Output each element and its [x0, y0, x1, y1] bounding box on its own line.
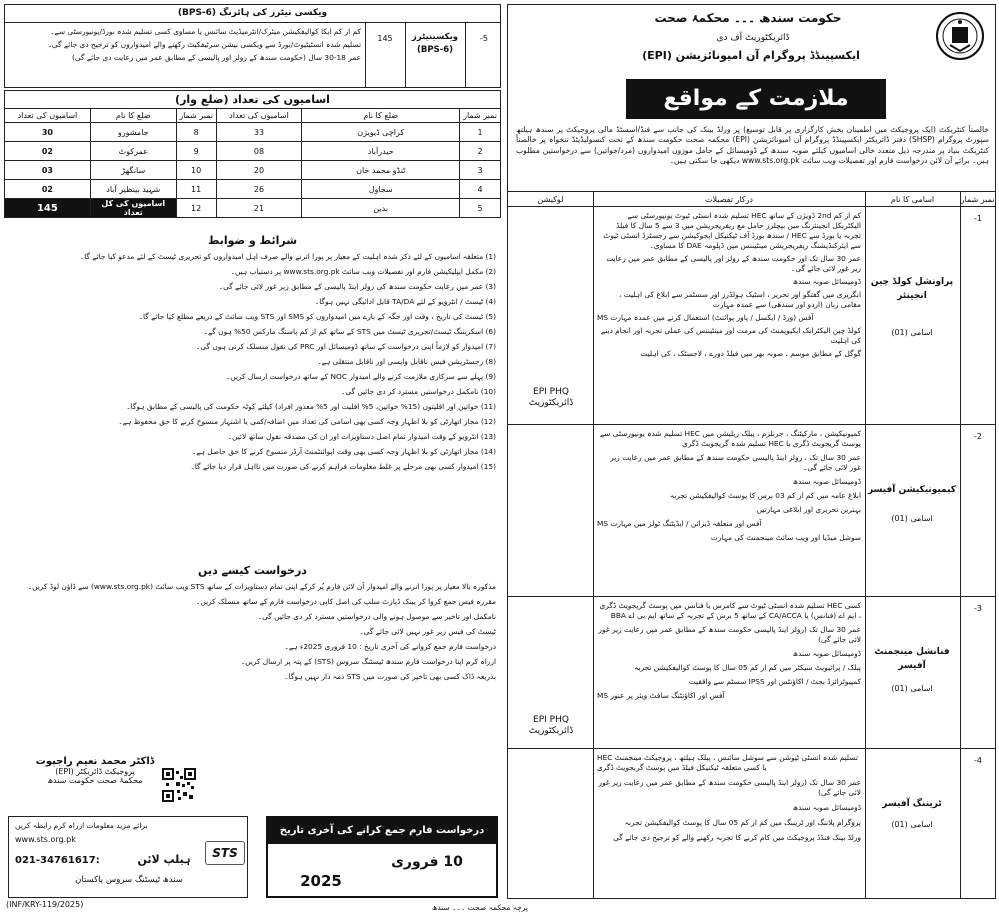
- left-panel: [4, 4, 501, 890]
- epi-title: ایکسپینڈڈ پروگرام آن امیونائزیشن (EPI): [642, 49, 860, 62]
- header-detail: درکار تفصیلات: [704, 195, 753, 204]
- district-table: اسامیوں کی تعداد ضلع کا نام نمبر شمار اسامیوں کی تعداد ضلع کا نام نمبر شمار 30 جامشورو 8 33 کراچی ڈیویژن 1 02 عمرکوٹ 9 08 حیدرآباد 2 03 سانگھڑ 10 20 ٹنڈو محمد خان 3 02 شہید بینظیر آباد 11 26 سجاول 4 145 اسامیوں کی کل تعداد 12 21 بدین 5: [4, 108, 501, 218]
- contact-website[interactable]: www.sts.org.pk: [15, 835, 76, 844]
- post-details: کم از کم 2nd ڈویژن کے ساتھ HEC تسلیم شدہ انسٹی ٹیوٹ یونیورسٹی سے الیکٹریکل انجینئرنگ میں بیچلرز حامل مع ریفریجریشن میں 3 سے 5 سال کا فیلڈ تجربہ یا بورڈ سے HEC / سندھ بورڈ آف ٹیکنیکل ایجوکیشن سے رجسٹرڈ انسٹی ٹیوٹ سے ایئرکنڈیشنگ ریفریجریشن مینٹیننس میں ڈپلومہ DAE کا مساوی۔ عمر 30 سال تک اور حکومت سندھ کے رولز اور پالیسی کے مطابق عمر میں رعایت زیر غور لائی جائے گی۔ ڈومیسائل صوبہ سندھ انگریزی میں گفتگو اور تحریر ، اسٹیک ہولڈرز اور سسٹمز سے ابلاغ کی اہلیت ، مقامی زبان (اردو اور سندھی) سے عمدہ مہارت MS آفس (ورڈ / ایکسل / پاور پوائنٹ) استعمال کرنے میں عمدہ مہارت کولڈ چین الیکٹرانک ایکیوپمنٹ کی مرمت اور مینٹیننس کی عملی تجربہ اور انجام دینے کی اہلیت گوگل کے مطابق موسم ، صوبہ بھر میں فیلڈ دورے ، لاجسٹک ، کی اہلیت: [597, 211, 861, 358]
- vaccinator-no: -5: [480, 34, 488, 43]
- district-title: اسامیوں کی تعداد (ضلع وار): [4, 90, 501, 108]
- list-item: (15) امیدوار کسی بھی مرحلے پر غلط معلومات فراہم کرنے کی صورت میں نااہل قرار دیا جائے گا۔: [190, 462, 496, 471]
- list-item: نامکمل اور تاخیر سے موصول ہونے والی درخواستیں مسترد کر دی جائیں گی۔: [257, 612, 496, 621]
- list-item: (1) متعلقہ اسامیوں کے لئے ذکر شدہ اہلیت کے معیار پر پورا اترنے والے صرف اہل امیدواروں کو تحریری ٹیسٹ کے لئے مدعو کیا جائے گا۔: [79, 252, 496, 261]
- vaccinator-title: ویکسی نیٹرز کی ہائرنگ (BPS-6): [4, 4, 501, 22]
- list-item: (6) اسکریننگ ٹیسٹ/تحریری ٹیسٹ میں STS کے ساتھ کم از کم پاسنگ مارکس 50% ہوں گے۔: [203, 327, 496, 336]
- post-count: اسامی (01): [891, 820, 933, 829]
- post-name: پراونشل کولڈ چین انجینئر: [870, 277, 954, 301]
- signature-title: پروجیکٹ ڈائریکٹر (EPI): [55, 767, 135, 776]
- list-item: (4) ٹیسٹ / انٹرویو کے لئے TA/DA قابل ادائیگی نہیں ہوگا۔: [314, 297, 496, 306]
- list-item: (10) نامکمل درخواستیں مسترد کر دی جائیں گی۔: [341, 387, 496, 396]
- contact-box: [8, 816, 248, 898]
- terms-list: [8, 252, 496, 472]
- list-item: درخواست فارم جمع کروانے کی آخری تاریخ : 10 فروری 2025ء ہے۔: [284, 642, 496, 651]
- post-name: ٹریننگ آفیسر: [882, 799, 942, 809]
- signature-block: [20, 756, 170, 785]
- job-row: [508, 597, 995, 749]
- sts-logo: STS: [205, 841, 245, 865]
- post-name: کیمیونیکیشن آفیسر: [867, 485, 957, 495]
- list-item: (13) انٹرویو کے وقت امیدوار تمام اصل دستاویزات اور ان کی مصدقہ نقول ساتھ لائیں۔: [227, 432, 496, 441]
- footer-note: پرچہ محکمہ صحت ۔۔۔ سندھ: [431, 903, 528, 912]
- header-location: لوکیشن: [537, 195, 564, 204]
- sindh-emblem-icon: [935, 11, 985, 61]
- vaccinator-count: 145: [377, 34, 393, 43]
- list-item: ازراہ کرم اپنا درخواست فارم سندھ ٹیسٹنگ سروس (STS) کے پتہ پر ارسال کریں۔: [240, 657, 496, 666]
- row-number: -1: [974, 214, 982, 223]
- helpline-label: ہیلپ لائن: [137, 853, 191, 866]
- list-item: ٹیسٹ کی فیس زیر غور نہیں لائی جائے گی۔: [359, 627, 496, 636]
- district-row: 03 سانگھڑ 10 20 ٹنڈو محمد خان 3: [5, 161, 501, 180]
- header-no: نمبر شمار: [960, 195, 995, 204]
- row-number: -2: [974, 432, 982, 441]
- district-row: 02 شہید بینظیر آباد 11 26 سجاول 4: [5, 180, 501, 199]
- howto-list: [8, 582, 496, 682]
- sts-org: سندھ ٹیسٹنگ سروس پاکستان: [75, 875, 183, 885]
- deadline-label: درخواست فارم جمع کرانے کی آخری تاریخ: [268, 818, 496, 844]
- list-item: (8) رجسٹریشن فیس ناقابل واپسی اور ناقابل منتقلی ہے۔: [317, 357, 496, 366]
- post-details: کمیونیکیشن ، مارکیٹنگ ، جرنلزم ، پبلک ریلیشن میں HEC تسلیم شدہ یونیورسٹی سے پوسٹ گریجویٹ ڈگری یا HEC تسلیم شدہ گریجویٹ ڈگری عمر 30 سال تک ، رولز اینڈ پالیسی حکومت سندھ کے مطابق عمر میں رعایت زیر غور لائی جائے گی۔ ڈومیسائل صوبہ سندھ ابلاغ عامہ میں کم از کم 03 برس کا پوسٹ کوالیفکیشن تجربہ بہترین تحریری اور ابلاغی مہارتیں MS آفس اور متعلقہ ڈیزائن / ایڈیٹنگ ٹولز میں مہارت سوشل میڈیا اور ویب سائٹ مینجمنٹ کی مہارت: [597, 429, 861, 542]
- list-item: مقررہ فیس جمع کروا کر بینک ڈپازٹ سلپ کی اصل کاپی درخواست فارم کے ساتھ منسلک کریں۔: [196, 597, 496, 606]
- banner-title: ملازمت کے مواقع: [626, 79, 886, 119]
- contact-info-label: برائے مزید معلومات ازراہ کرم رابطہ کریں: [15, 821, 148, 830]
- footer-ref: (INF/KRY-119/2025): [6, 900, 84, 909]
- vaccinator-post: ویکسینیٹرز (BPS-6): [411, 32, 459, 55]
- job-row: [508, 749, 995, 899]
- post-details: HEC تسلیم شدہ انسٹی ٹیوشن سے سوشل سائنس ، پبلک ہیلتھ ، پروجیکٹ مینجمنٹ یا کسی متعلقہ ٹیکنیکل فیلڈ میں پوسٹ گریجویٹ ڈگری عمر 30 سال تک (رولز اینڈ پالیسی حکومت سندھ کے مطابق عمر میں رعایت زیر غور لائی جائے گی) ڈومیسائل صوبہ سندھ پروگرام پلاننگ اور ٹریننگ میں کم از کم 05 سال کا پوسٹ کوالیفکیشن تجربہ ورلڈ بینک فنڈڈ پروجیکٹ میں کام کرنے کا تجربہ رکھنے والے کو ترجیح دی جائے گی: [597, 753, 861, 842]
- district-row: 02 عمرکوٹ 9 08 حیدرآباد 2: [5, 142, 501, 161]
- list-item: (3) عمر میں رعایت حکومت سندھ کی رولز اینڈ پالیسی کے مطابق زیر غور لائی جائے گی۔: [218, 282, 496, 291]
- deadline-box: [266, 816, 498, 898]
- row-number: -3: [974, 604, 982, 613]
- vaccinator-row: [4, 22, 501, 88]
- directorate-label: ڈائریکٹوریٹ آف دی: [716, 33, 790, 43]
- list-item: مذکورہ بالا معیار پر پورا اترنے والے امیدوار آن لائن فارم پُر کرکے اپنی تمام دستاویزات کے ساتھ STS ویب سائٹ (www.sts.org.pk) سے ڈاؤن لوڈ کریں۔: [27, 582, 496, 591]
- total-posts: 145: [5, 199, 91, 218]
- deadline-date: 10 فروری: [391, 854, 463, 870]
- main-table: [508, 191, 995, 899]
- post-count: اسامی (01): [891, 328, 933, 337]
- list-item: بذریعہ ڈاک کسی بھی تاخیر کی صورت میں STS ذمہ دار نہیں ہوگا۔: [284, 672, 496, 681]
- post-name: فنانشل مینجمنٹ آفیسر: [874, 647, 950, 671]
- list-item: (12) مجاز اتھارٹی کو بلا اظہار وجہ کسی بھی اسامی کی تعداد میں اضافہ/کمی یا اشتہار منسوخ کرنے کا حق محفوظ ہے۔: [118, 417, 496, 426]
- govt-line: حکومت سندھ ۔۔۔ محکمۂ صحت: [654, 11, 842, 25]
- post-location: EPI PHQ ڈائریکٹوریٹ: [528, 387, 574, 408]
- district-row: 30 جامشورو 8 33 کراچی ڈیویژن 1: [5, 123, 501, 142]
- qr-code-icon[interactable]: [162, 768, 196, 802]
- terms-title: شرائط و ضوابط: [207, 234, 298, 247]
- job-row: [508, 207, 995, 425]
- list-item: (11) خواتین اور اقلیتوں (15% خواتین، 5% اقلیت اور 5% معذور افراد) کیلئے کوٹہ حکومت کی پالیسی کے مطابق ہوگا۔: [126, 402, 496, 411]
- howto-title: درخواست کیسے دیں: [198, 564, 307, 577]
- signature-dept: محکمۂ صحت حکومت سندھ: [47, 776, 143, 785]
- list-item: (14) مجاز اتھارٹی کو بلا اظہار وجہ کسی بھی وقت اپوائنٹمنٹ آرڈر منسوخ کرنے کا حق حاصل ہے۔: [191, 447, 496, 456]
- list-item: (2) مکمل ایپلیکیشن فارم اور تفصیلات ویب سائٹ www.sts.org.pk پر دستیاب ہیں۔: [230, 267, 496, 276]
- district-row: 145 اسامیوں کی کل تعداد 12 21 بدین 5: [5, 199, 501, 218]
- right-panel: [507, 4, 996, 899]
- job-row: [508, 425, 995, 597]
- deadline-year: 2025: [300, 872, 342, 890]
- post-count: اسامی (01): [891, 514, 933, 523]
- list-item: (7) امیدوار کو لازماً اپنی درخواست کے ساتھ ڈومیسائل اور PRC کی نقول منسلک کرنی ہوں گی۔: [195, 342, 496, 351]
- list-item: (9) پہلے سے سرکاری ملازمت کرنے والے امیدوار NOC کے ساتھ درخواست ارسال کریں۔: [225, 372, 496, 381]
- vaccinator-details: کم از کم ایکا کوالیفکیشن میٹرک/انٹرمیڈیٹ سائنس یا مساوی کسی تسلیم شدہ بورڈ/یونیورسٹی سے۔ تسلیم شدہ انسٹیٹیوٹ/بورڈ سے ویکسی نیشن سرٹیفکیٹ رکھنے والے امیدواروں کو ترجیح دی جائے گی۔ عمر 18-30 سال (حکومت سندھ کے رولز اور پالیسی کے مطابق عمر میں رعایت دی جائے گی): [47, 27, 361, 62]
- contact-phone[interactable]: 021-34761617:: [15, 855, 100, 866]
- post-details: کسی HEC تسلیم شدہ انسٹی ٹیوٹ سے کامرس یا فنانس میں پوسٹ گریجویٹ ڈگری ، ایم اے (فنانس) یا CA/ACCA کے ساتھ 5 برس کے تجربہ کے ساتھ ایم بی اے BBA عمر 30 سال تک (رولز اینڈ پالیسی حکومت سندھ کے مطابق عمر میں رعایت زیر غور لائی جائے گی) ڈومیسائل صوبہ سندھ پبلک / پرائیویٹ سیکٹر میں کم از کم 05 سال کا پوسٹ کوالیفکیشن تجربہ کمپیوٹرائزڈ بجٹ / اکاؤنٹس اور IPSS سسٹم سے واقفیت MS آفس اور اکاؤنٹنگ سافٹ ویئر پر عبور: [597, 601, 861, 700]
- post-location: EPI PHQ ڈائریکٹوریٹ: [528, 715, 574, 736]
- row-number: -4: [974, 756, 982, 765]
- list-item: (5) ٹیسٹ کی تاریخ ، وقت اور جگہ کے بارے میں امیدواروں کو SMS اور STS ویب سائٹ کے ذریعے مطلع کیا جائے گا۔: [138, 312, 496, 321]
- signature-name: ڈاکٹر محمد نعیم راجپوت: [35, 756, 155, 767]
- post-count: اسامی (01): [891, 684, 933, 693]
- header-post: اسامی کا نام: [890, 195, 935, 204]
- intro-text: خالصتاً کنٹریکٹ (ایک پروجیکٹ میں اطمینان بخش کارگزاری پر قابل توسیع) پر ورلڈ بینک کی جانب سے فنڈ/اسسٹڈ مالی پروجیکٹ پر سندھ ہیلتھ سپورٹ پروگرام (SHSP) دفتر ڈائریکٹر ایکسپینڈڈ پروگرام آن امیونائزیشن (EPI) محکمہ صحت حکومت سندھ کے تحت کنسولیڈیٹڈ تنخواہ پر خالصتاً کنٹریکٹ بنیاد پر مندرجہ ذیل متعدد خالی اسامیوں کیلئے صوبہ سندھ کے ڈومیسائل کے حامل موزوں امیدواروں (مرد/خواتین) سے درخواستیں مطلوب ہیں۔ برائے آن لائن درخواست فارم اور تفصیلات ویب سائٹ www.sts.org.pk دیکھی جا سکتی ہیں۔: [516, 125, 989, 166]
